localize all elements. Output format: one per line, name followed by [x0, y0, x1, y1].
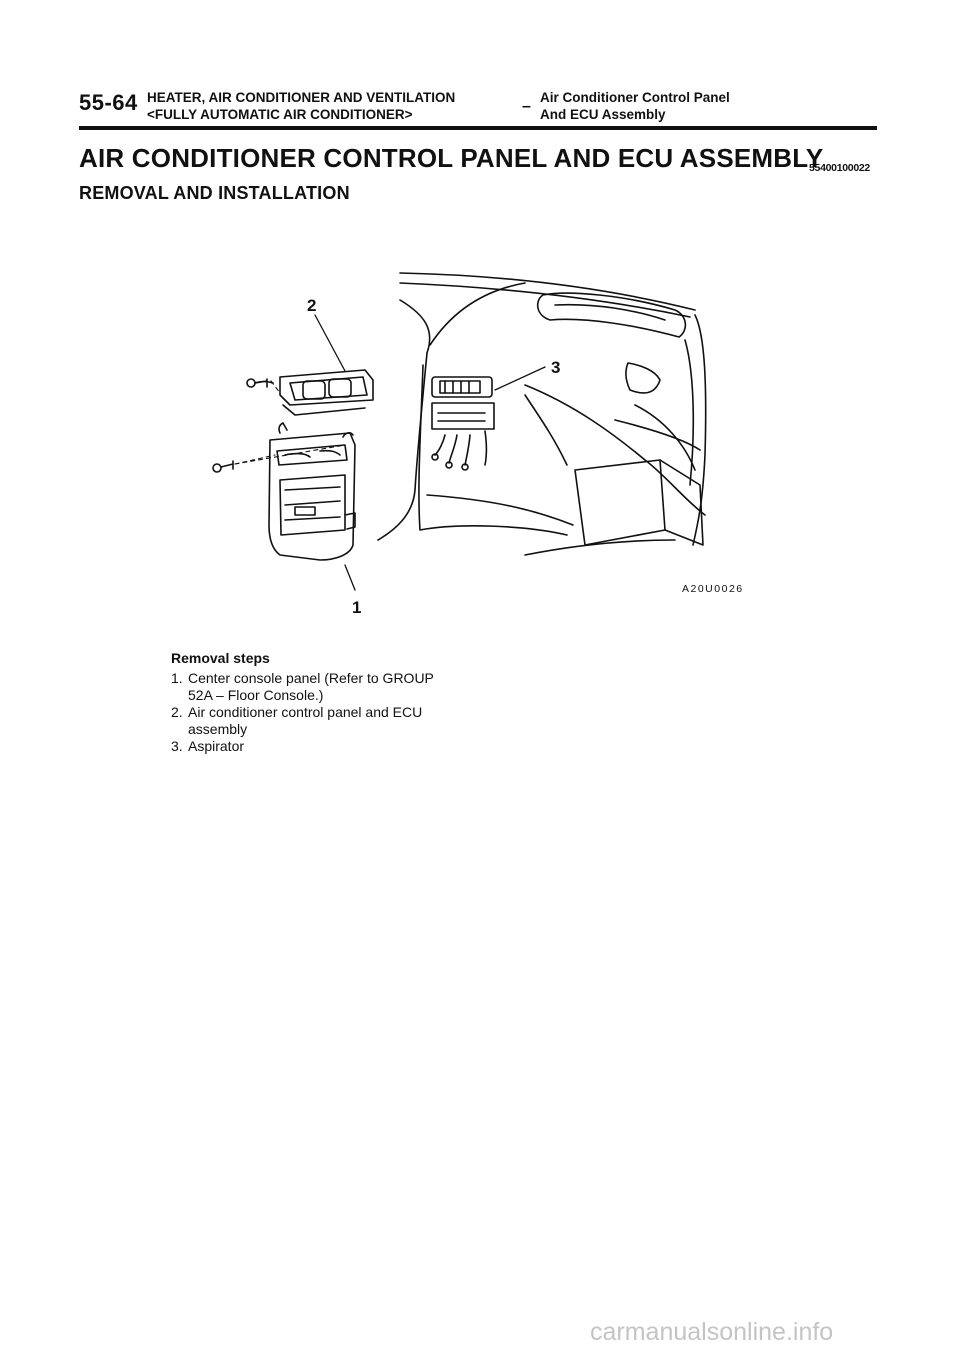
section-title: HEATER, AIR CONDITIONER AND VENTILATION	[147, 90, 456, 105]
removal-steps-heading: Removal steps	[171, 650, 270, 666]
step-number: 1.	[171, 670, 183, 686]
page-title: AIR CONDITIONER CONTROL PANEL AND ECU ASSEMBLY	[79, 143, 824, 173]
topic-heading	[540, 89, 730, 123]
section-heading	[147, 89, 455, 123]
step-text: Aspirator	[188, 738, 245, 754]
dashboard-outline	[378, 273, 706, 555]
removal-illustration	[195, 255, 750, 625]
header-rule	[79, 126, 877, 130]
watermark: carmanualsonline.info	[590, 1318, 834, 1346]
screw-icon	[247, 379, 267, 387]
list-item	[171, 670, 461, 704]
callout-leader-lines	[315, 315, 545, 590]
topic-line-1: Air Conditioner Control Panel	[540, 90, 730, 105]
list-item	[171, 704, 461, 738]
removal-steps	[171, 650, 461, 755]
callout-2: 2	[307, 296, 317, 315]
figure-code: A20U0026	[682, 583, 744, 595]
header-separator: –	[522, 98, 531, 115]
section-subtitle: <FULLY AUTOMATIC AIR CONDITIONER>	[147, 107, 413, 122]
step-number: 3.	[171, 738, 183, 754]
document-code: 55400100022	[809, 162, 870, 174]
aspirator	[432, 377, 494, 470]
step-number: 2.	[171, 704, 183, 720]
screw-icon	[213, 461, 233, 472]
list-item	[171, 738, 461, 755]
section-subheading: REMOVAL AND INSTALLATION	[79, 183, 350, 203]
page-number: 55-64	[79, 90, 138, 115]
topic-line-2: And ECU Assembly	[540, 107, 666, 122]
callout-1: 1	[352, 598, 362, 617]
step-text: Center console panel (Refer to GROUP 52A – Floor Console.)	[188, 670, 434, 703]
callout-3: 3	[551, 358, 561, 377]
step-text: Air conditioner control panel and ECU assembly	[188, 704, 423, 737]
center-console-panel	[269, 423, 355, 560]
control-panel-ecu-assembly	[255, 370, 373, 415]
